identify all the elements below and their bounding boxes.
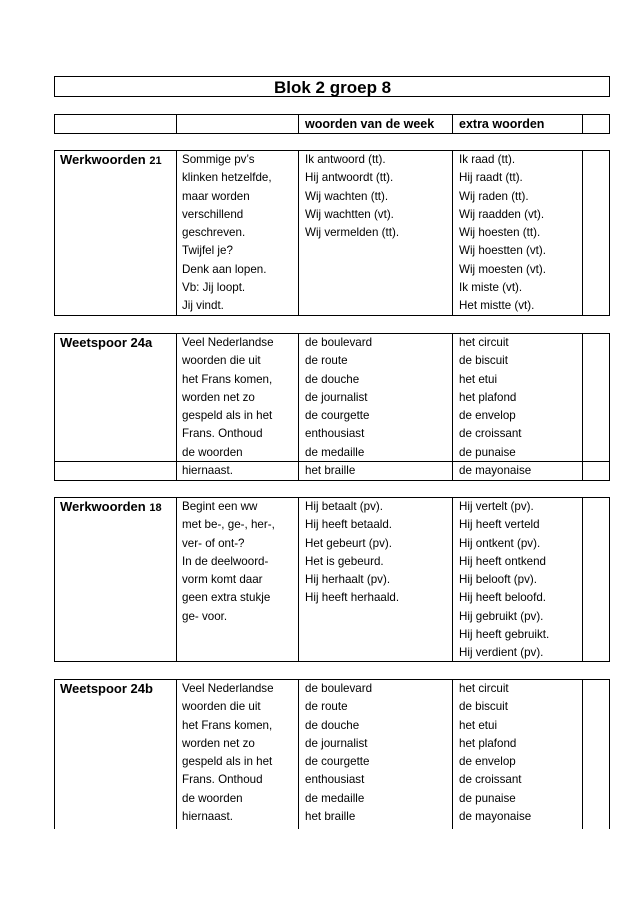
explanation-line: Vb: Jij loopt. bbox=[182, 280, 246, 294]
extra-word-item: Het mistte (vt). bbox=[459, 299, 535, 312]
divider bbox=[298, 150, 299, 316]
word-item: het braille bbox=[305, 463, 356, 477]
word-item: de medaille bbox=[305, 791, 365, 805]
word-item: de route bbox=[305, 354, 348, 368]
explanation-line: geschreven. bbox=[182, 226, 246, 239]
word-item: Het is gebeurd. bbox=[305, 554, 384, 568]
divider bbox=[452, 333, 453, 481]
word-item: Hij herhaalt (pv). bbox=[305, 573, 391, 586]
divider bbox=[176, 114, 177, 134]
section-label bbox=[60, 335, 152, 350]
word-item: enthousiast bbox=[305, 427, 365, 441]
extra-word-item: Hij heeft gebruikt. bbox=[459, 627, 550, 641]
extra-word-item: de croissant bbox=[459, 427, 522, 441]
divider bbox=[176, 679, 177, 829]
explanation-line: worden net zo bbox=[182, 390, 255, 404]
explanation-line: Frans. Onthoud bbox=[182, 427, 263, 441]
section-label-text: Werkwoorden bbox=[60, 152, 146, 167]
words-column bbox=[305, 151, 399, 242]
section-label-number: 21 bbox=[149, 155, 162, 167]
section-label-text: Weetspoor 24a bbox=[60, 335, 153, 350]
word-item: Wij vermelden (tt). bbox=[305, 226, 400, 239]
word-item: Wij wachtten (vt). bbox=[305, 207, 394, 221]
divider bbox=[298, 114, 299, 134]
extra-word-item: Hij heeft ontkend bbox=[459, 554, 547, 568]
divider bbox=[609, 679, 610, 829]
extra-words-column bbox=[459, 680, 531, 826]
extra-word-item: het circuit bbox=[459, 336, 509, 349]
explanation-line: ver- of ont-? bbox=[182, 536, 245, 550]
extra-word-item: de envelop bbox=[459, 409, 516, 422]
explanation-line: Jij vindt. bbox=[182, 299, 224, 312]
divider bbox=[582, 114, 583, 134]
divider bbox=[176, 497, 177, 662]
word-item: Ik antwoord (tt). bbox=[305, 153, 386, 166]
word-item: de douche bbox=[305, 718, 360, 732]
word-item: Hij betaalt (pv). bbox=[305, 500, 383, 513]
extra-words-column bbox=[459, 498, 549, 662]
word-item: de journalist bbox=[305, 390, 368, 404]
divider bbox=[452, 679, 453, 829]
extra-word-item: het circuit bbox=[459, 682, 509, 695]
word-item: de route bbox=[305, 700, 348, 714]
extra-word-item: de punaise bbox=[459, 445, 516, 459]
word-item: Hij heeft betaald. bbox=[305, 518, 393, 532]
extra-word-item: het plafond bbox=[459, 736, 517, 750]
explanation-line: gespeld als in het bbox=[182, 755, 273, 768]
explanation-column bbox=[182, 151, 272, 315]
header-extra-words: extra woorden bbox=[459, 117, 545, 131]
explanation-line: geen extra stukje bbox=[182, 591, 271, 605]
explanation-line: het Frans komen, bbox=[182, 718, 273, 732]
explanation-line: de woorden bbox=[182, 445, 243, 459]
explanation-line: ge- voor. bbox=[182, 609, 228, 623]
explanation-line: vorm komt daar bbox=[182, 573, 263, 586]
extra-word-item: Hij belooft (pv). bbox=[459, 573, 537, 586]
words-column bbox=[305, 498, 399, 608]
extra-word-item: het plafond bbox=[459, 390, 517, 404]
extra-words-column bbox=[459, 334, 531, 480]
word-item: de journalist bbox=[305, 736, 368, 750]
explanation-line: woorden die uit bbox=[182, 354, 261, 368]
explanation-line: klinken hetzelfde, bbox=[182, 171, 272, 185]
explanation-line: Veel Nederlandse bbox=[182, 336, 274, 349]
extra-word-item: Hij raadt (tt). bbox=[459, 171, 523, 185]
word-item: de medaille bbox=[305, 445, 365, 459]
extra-word-item: Wij raadden (vt). bbox=[459, 207, 545, 221]
divider bbox=[582, 150, 583, 316]
explanation-line: Sommige pv’s bbox=[182, 153, 255, 166]
explanation-column bbox=[182, 498, 275, 626]
extra-word-item: de mayonaise bbox=[459, 463, 532, 477]
extra-word-item: Wij raden (tt). bbox=[459, 189, 529, 203]
extra-word-item: Hij ontkent (pv). bbox=[459, 536, 541, 550]
extra-word-item: de biscuit bbox=[459, 354, 508, 368]
section-label bbox=[60, 152, 162, 167]
word-item: de boulevard bbox=[305, 682, 373, 695]
divider bbox=[582, 497, 583, 662]
divider bbox=[176, 150, 177, 316]
section-label-text: Werkwoorden bbox=[60, 499, 146, 514]
extra-word-item: Ik raad (tt). bbox=[459, 153, 516, 166]
divider bbox=[298, 333, 299, 481]
section-label bbox=[60, 681, 153, 696]
divider bbox=[54, 679, 55, 829]
explanation-column bbox=[182, 334, 274, 480]
word-item: de courgette bbox=[305, 409, 370, 422]
divider bbox=[452, 114, 453, 134]
explanation-line: Frans. Onthoud bbox=[182, 773, 263, 787]
words-column bbox=[305, 334, 372, 480]
divider bbox=[582, 333, 583, 481]
explanation-column bbox=[182, 680, 274, 826]
extra-word-item: het etui bbox=[459, 718, 498, 732]
divider bbox=[298, 679, 299, 829]
divider bbox=[452, 150, 453, 316]
word-item: Het gebeurt (pv). bbox=[305, 536, 392, 550]
extra-word-item: de mayonaise bbox=[459, 809, 532, 823]
explanation-line: worden net zo bbox=[182, 736, 255, 750]
section-label-text: Weetspoor 24b bbox=[60, 681, 153, 696]
divider bbox=[582, 679, 583, 829]
word-item: de courgette bbox=[305, 755, 370, 768]
explanation-line: Veel Nederlandse bbox=[182, 682, 274, 695]
extra-word-item: de punaise bbox=[459, 791, 516, 805]
extra-word-item: Hij heeft beloofd. bbox=[459, 591, 547, 605]
word-item: Wij wachten (tt). bbox=[305, 189, 389, 203]
word-item: de boulevard bbox=[305, 336, 373, 349]
extra-word-item: Hij heeft verteld bbox=[459, 518, 540, 532]
divider bbox=[176, 333, 177, 481]
section-label-number: 18 bbox=[149, 502, 162, 514]
extra-word-item: Wij moesten (vt). bbox=[459, 262, 546, 276]
divider bbox=[298, 497, 299, 662]
extra-word-item: de biscuit bbox=[459, 700, 508, 714]
explanation-line: gespeld als in het bbox=[182, 409, 273, 422]
extra-word-item: de envelop bbox=[459, 755, 516, 768]
word-item: enthousiast bbox=[305, 773, 365, 787]
extra-word-item: Hij gebruikt (pv). bbox=[459, 609, 544, 623]
words-column bbox=[305, 680, 372, 826]
extra-word-item: Wij hoestten (vt). bbox=[459, 244, 546, 258]
explanation-line: maar worden bbox=[182, 189, 250, 203]
explanation-line: Twijfel je? bbox=[182, 244, 233, 258]
explanation-line: woorden die uit bbox=[182, 700, 261, 714]
explanation-line: Begint een ww bbox=[182, 500, 258, 513]
explanation-line: hiernaast. bbox=[182, 809, 233, 823]
explanation-line: verschillend bbox=[182, 207, 244, 221]
extra-words-column bbox=[459, 151, 546, 315]
explanation-line: hiernaast. bbox=[182, 463, 233, 477]
word-item: het braille bbox=[305, 809, 356, 823]
extra-word-item: Wij hoesten (tt). bbox=[459, 226, 541, 239]
header-words-of-week: woorden van de week bbox=[305, 117, 435, 131]
page-title: Blok 2 groep 8 bbox=[274, 78, 392, 97]
extra-word-item: het etui bbox=[459, 372, 498, 386]
explanation-line: Denk aan lopen. bbox=[182, 262, 267, 276]
extra-word-item: de croissant bbox=[459, 773, 522, 787]
word-item: Hij antwoordt (tt). bbox=[305, 171, 394, 185]
word-item: Hij heeft herhaald. bbox=[305, 591, 400, 605]
extra-word-item: Hij verdient (pv). bbox=[459, 646, 544, 659]
explanation-line: In de deelwoord- bbox=[182, 554, 269, 568]
explanation-line: met be-, ge-, her-, bbox=[182, 518, 275, 532]
explanation-line: de woorden bbox=[182, 791, 243, 805]
explanation-line: het Frans komen, bbox=[182, 372, 273, 386]
section-label bbox=[60, 499, 162, 514]
extra-word-item: Hij vertelt (pv). bbox=[459, 500, 534, 513]
divider bbox=[452, 497, 453, 662]
word-item: de douche bbox=[305, 372, 360, 386]
extra-word-item: Ik miste (vt). bbox=[459, 280, 523, 294]
